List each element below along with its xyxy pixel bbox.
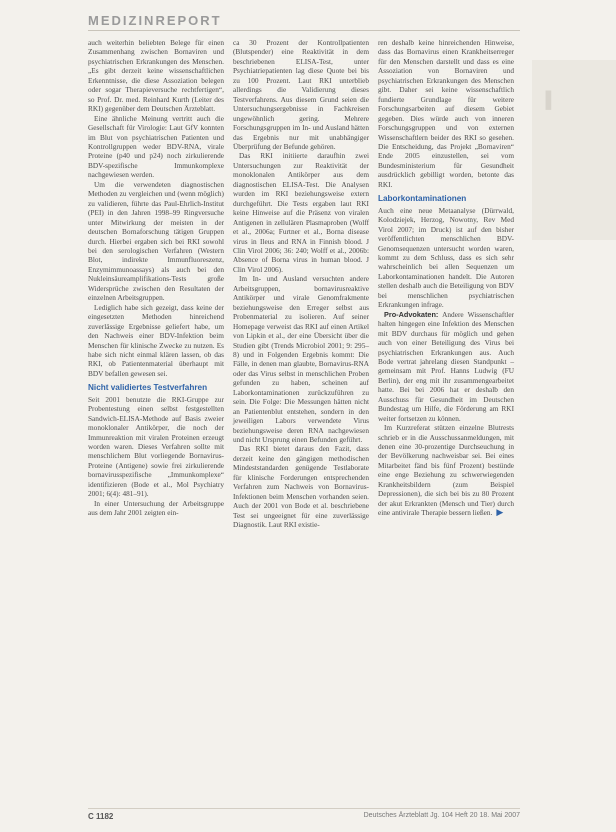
body-paragraph (378, 38, 514, 189)
paragraph-text: Seit 2001 benutzte die RKI-Gruppe zur Probentestung einen selbst festgestellten Sandwich-ELISA-Methode auf Basis zweier monoklonaler Antikörper, die noch der Immunreaktion mit viralen Proteinen erzeugt worden waren. Dieses Verfahren sollte mit menschlichem Blut vorliegende Bornavirus-Proteine (Antigene) sowie frei zirkulierende bornavirusspezifische „Immunkomplexe“ identifizieren (Bode et al., Mol Psychiatry 2001; 6(4): 481–91). (88, 394, 224, 499)
paragraph-text: Das RKI bietet daraus den Fazit, dass derzeit keine den gängigen methodischen Mindeststandarden genügende Testlaborate für klinische Forderungen entsprechenden Verfahren zum Nachweis von Bornavirus-Infektionen beim Menschen vorhanden seien. Auch der 2001 von Bode et al. beschriebene Test sei ungeeignet für eine zuverlässige Diagnostik. Laut RKI existie- (233, 444, 369, 530)
subheading: Laborkontaminationen (378, 194, 467, 204)
body-paragraph (233, 38, 369, 151)
paragraph-text: auch weiterhin beliebten Belege für einen Zusammenhang zwischen Bornaviren und psychiatrischen Erkrankungen des Menschen. „Es gibt derzeit keine wissenschaftlichen Erkenntnisse, die diese Assoziation belegen oder sogar Therapieversuche rechtfertigen“, so Prof. Dr. med. Reinhard Kurth (Leiter des RKI) gegenüber dem Deutschen Ärzteblatt. (88, 38, 224, 114)
body-paragraph (233, 151, 369, 274)
end-of-article-icon: ▶ (496, 507, 504, 518)
body-paragraph (378, 423, 514, 518)
paragraph-text: Eine ähnliche Meinung vertritt auch die Gesellschaft für Virologie: Laut GfV konnten im Blut von psychiatrischen Patienten und Kontrollgruppen weder BDV-RNA, virale Proteine (p40 und p24) noch zirkulierende BDV-spezifische Immunkomplexe nachgewiesen werden. (88, 113, 224, 180)
adjacent-page-margin (532, 60, 616, 240)
body-paragraph (88, 499, 224, 518)
page-footer (88, 808, 520, 821)
subheading: Nicht validiertes Testverfahren (88, 383, 208, 393)
journal-citation: Deutsches Ärzteblatt Jg. 104 Heft 20 18. Mai 2007 (363, 812, 520, 819)
text-column-1 (88, 38, 224, 518)
paragraph-text: Um die verwendeten diagnostischen Methoden zu vergleichen und (wenn möglich) zu validieren, führte das Paul-Ehrlich-Institut (PEI) in den Jahren 1998–99 Ringversuche unter Mitwirkung der meisten in der deutschen Bornaforschung tätigen Gruppen durch. Hierbei ergaben sich bei RKI sowohl bei den serologischen Verfahren (Western Blot, indirekte Immunfluoreszenz, Enzymimmunoassays) als auch bei den Nukleinsäureamplifikations-Tests große Widersprüche zwischen den Resultaten der einzelnen Arbeitsgruppen. (88, 179, 224, 303)
body-paragraph (88, 395, 224, 499)
paragraph-text: In einer Untersuchung der Arbeitsgruppe aus dem Jahr 2001 zeigten ein- (88, 498, 224, 518)
paragraph-text: Im In- und Ausland versuchten andere Arbeitsgruppen, bornavirusreaktive Antikörper und virale Genomfrakmente beziehungsweise den Erreger selbst aus Probenmaterial zu isolieren. Auf seiner Homepage verweist das RKI auf einen Artikel von Lipkin et al., der eine Übersicht über die Studien gibt (Trends Microbiol 2001; 9: 295–8) und in Folgenden Ergebnis kommt: Die Fälle, in denen man glaubte, Bornavirus-RNA oder das Virus selbst in menschlichen Proben gefunden zu haben, scheinen auf Laborkontaminationen zurückzuführen zu sein. Die Folge: Die Messungen hätten nicht an Patientenblut entstehen, sondern in den jeweiligen Labors verwendete Virus beziehungsweise deren RNA nachgewiesen und nicht Ursprung einen Befunden geführt. (233, 274, 369, 445)
paragraph-text: ren deshalb keine hinreichenden Hinweise, dass das Bornavirus einen Krankheitserreger für den Menschen darstellt und dass es eine Assoziation von Bornaviren und psychiatrischen Erkrankungen des Menschen gibt. Daher sei keine wissenschaftlich fundierte Grundlage für weitere Forschungsarbeiten auf diesem Gebiet gegeben. Dies würde auch von inneren Forschungsgruppen und von externen Wissenschaftlern beider des RKI so gesehen. Die Entscheidung, das Projekt „Bornaviren“ Ende 2005 einzustellen, sei vom Bundesministerium für Gesundheit ausdrücklich gebilligt worden, betonte das RKI. (378, 38, 514, 189)
paragraph-text: Das RKI initiierte daraufhin zwei Untersuchungen zur Reaktivität der monoklonalen Antikörper aus dem diagnostischen ELISA-Test. Die Analysen wurden im RKI beziehungsweise extern durchgeführt. Die Tests ergaben laut RKI keine Hinweise auf die Präsenz von viralen Antigenen in zellulären Plasmaproben (Wolff et al., 2006a; Furtner et al., Borna disease virus in Ileus and RNA in Finnish blood. J Clin Virol 2006; 36: 240; Wolff et al., 2006b: Absence of Borna virus in human blood. J Clin Virol 2006). (233, 151, 369, 274)
body-paragraph (88, 38, 224, 114)
body-paragraph (378, 310, 514, 423)
body-paragraph (88, 303, 224, 379)
page-header (88, 12, 488, 30)
text-column-2 (233, 38, 369, 530)
header-divider (88, 30, 520, 31)
body-paragraph (233, 274, 369, 444)
body-paragraph (88, 114, 224, 180)
body-paragraph (378, 206, 514, 310)
page-number: C 1182 (88, 812, 114, 821)
paragraph-text: Auch eine neue Metaanalyse (Dürrwald, Kolodziejek, Herzog, Nowotny, Rev Med Virol 2007; im Druck) ist auf den bisher veröffentlichten menschlichen BDV-Genomsequenzen untersucht worden waren, kommt zu dem Schluss, dass es sich sehr wahrscheinlich bei allen Sequenzen um Laborkontaminationen handelt. Die Autoren stellen deshalb auch die Beteiligung von BDV bei menschlichen psychiatrischen Erkrankungen infrage. (378, 205, 514, 310)
paragraph-text: ca 30 Prozent der Kontrollpatienten (Blutspender) eine Reaktivität in dem beschriebenen ELISA-Test, unter Psychiatriepatienten lag diese Quote bei bis zu 100 Prozent. Laut RKI unterblieb allerdings die Validierung dieses Testverfahrens. Aus diesem Grund seien die Untersuchungsergebnisse in Fachkreisen ungewöhnlich gering. Mehrere Forschungsgruppen im In- und Ausland hätten das Ergebnis nur mit unabhängiger Überprüfung der Befunde gehören. (233, 38, 369, 151)
paragraph-text: Andere Wissenschaftler halten hingegen eine Infektion des Menschen mit BDV durchaus für möglich und gehen auch von einer Beteiligung des Virus bei psychiatrischen Erkrankungen aus. Auch Bode vertrat jahrelang diesen Standpunkt – gemeinsam mit Prof. Hanns Ludwig (FU Berlin), der eng mit ihr zusammengearbeitet hatte. Bei bei 2006 hat er deshalb den Ausschuss für Gesundheit im Deutschen Bundestag um Hilfe, die Förderung am RKI weiter fortsetzen zu können. (378, 309, 514, 423)
section-label: MEDIZINREPORT (88, 13, 222, 28)
run-in-heading: Pro-Advokaten: (384, 309, 439, 319)
body-paragraph (233, 444, 369, 529)
paragraph-text: Lediglich habe sich gezeigt, dass keine der eingesetzten Methoden hinreichend zuverlässige Ergebnisse geliefert habe, um den Nachweis einer BDV-Infektion beim Menschen für klinische Zwecke zu nutzen. Es habe sich nicht einmal klären lassen, ob das RKI, ob Patientenmaterial überhaupt mit BDV befallen gewesen sei. (88, 302, 224, 378)
adjacent-page-ghost-text: ▐ (540, 92, 552, 109)
paragraph-text: Im Kurzreferat stützen einzelne Blutrests schrieb er in die Ausschussanmeldungen, mit denen eine 30-prozentige Durchseuchung in der Bevölkerung nachweisbar sei. Bei eines Mitarbeitet fänd bis fünf Prozent) bestünde eine enge Beziehung zu schwerwiegenden Krankheitsbildern (zum Beispiel Depressionen), die sich bei bis zu 80 Prozent der akut Erkrankten (Mensch und Tier) durch eine antivirale Therapie bessern ließen. (378, 423, 514, 518)
text-column-3 (378, 38, 514, 518)
body-paragraph (88, 180, 224, 303)
